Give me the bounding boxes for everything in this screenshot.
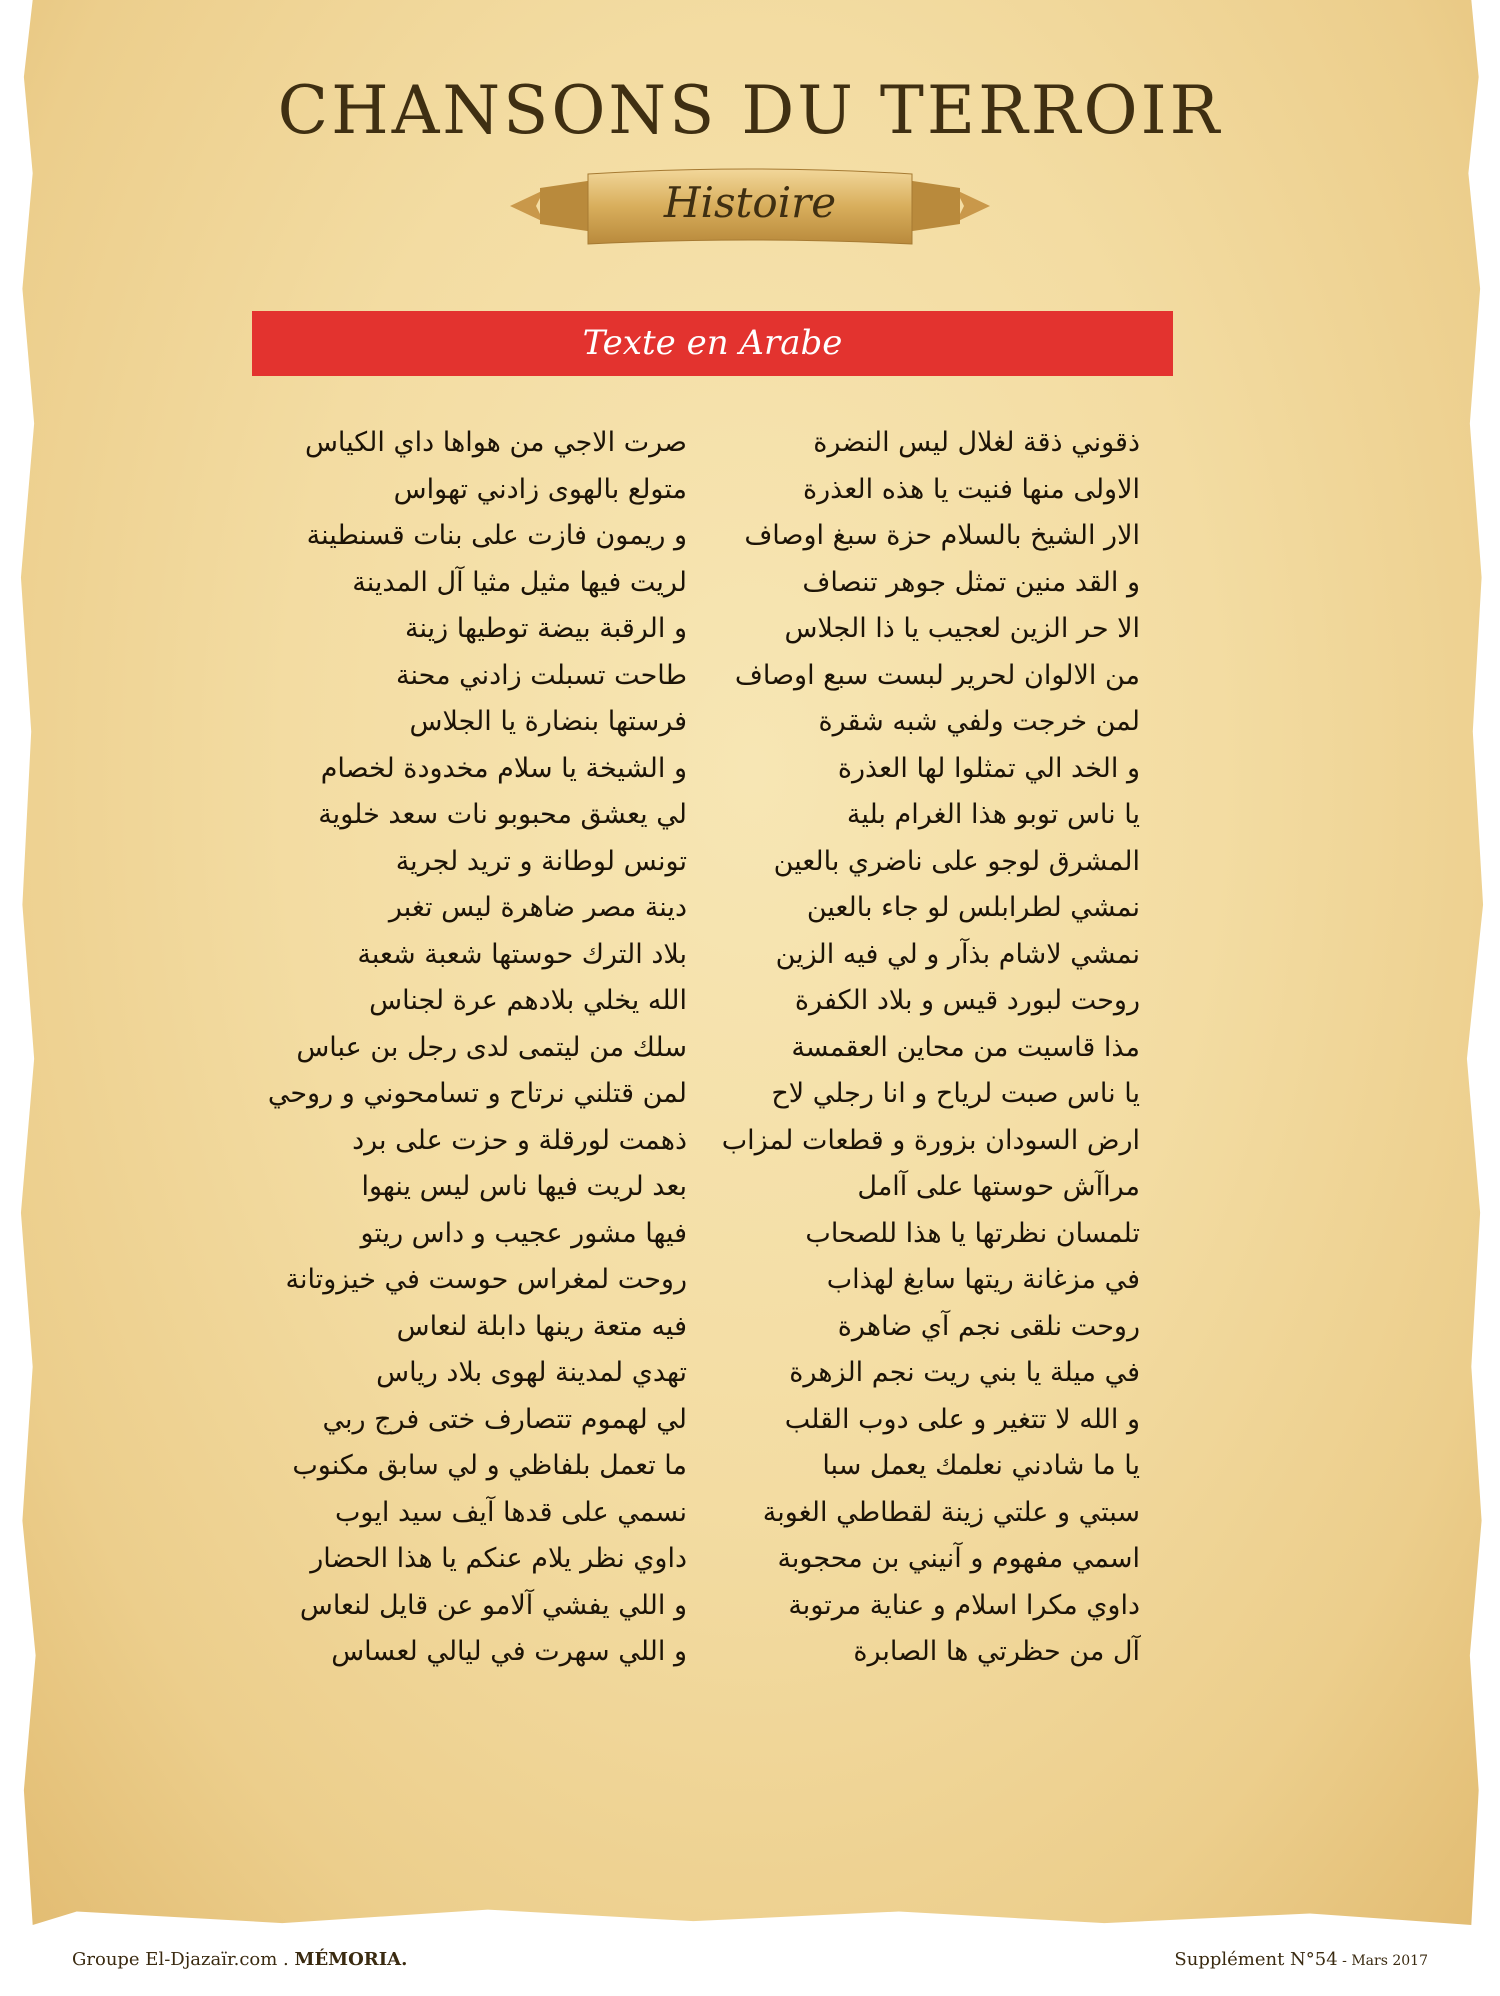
poem-line: الار الشيخ بالسلام حزة سبغ اوصاف xyxy=(744,520,1140,551)
poem-line: داوي نظر يلام عنكم يا هذا الحضار xyxy=(310,1543,687,1574)
poem-line: مراآش حوستها على آامل xyxy=(857,1171,1140,1202)
poem-line: و القد منين تمثل جوهر تنصاف xyxy=(802,566,1140,598)
footer-issue-date: - Mars 2017 xyxy=(1337,1953,1428,1969)
poem-line: الله يخلي بلادهم عرة لجناس xyxy=(369,985,687,1016)
footer-issue xyxy=(1174,1949,1428,1970)
poem-line: صرت الاجي من هواها داي الكياس xyxy=(304,427,687,458)
poem-line: الاولى منها فنيت يا هذه العذرة xyxy=(803,473,1140,505)
poem-line: و الله لا تتغير و على دوب القلب xyxy=(784,1403,1140,1435)
poem-line: متولع بالهوى زادني تهواس xyxy=(393,473,687,505)
poem-line: ما تعمل بلفاظي و لي سابق مكنوب xyxy=(292,1450,687,1481)
poem-line: لمن خرجت ولفي شبه شقرة xyxy=(818,706,1140,737)
ribbon-label: Histoire xyxy=(663,178,837,227)
footer-publisher-name: Groupe El-Djazaïr.com . xyxy=(72,1949,295,1970)
poem-line: تلمسان نظرتها يا هذا للصحاب xyxy=(805,1217,1140,1249)
poem-line: و اللي سهرت في ليالي لعساس xyxy=(331,1636,687,1667)
poem-right-column xyxy=(700,420,1140,1676)
poem-line: لي يعشق محبوبو نات سعد خلوية xyxy=(318,799,687,830)
poem-line: لمن قتلني نرتاح و تسامحوني و روحي xyxy=(267,1078,687,1109)
poem-line: بلاد الترك حوستها شعبة شعبة xyxy=(357,938,687,970)
poem-line: مذا قاسيت من محاين العقمسة xyxy=(791,1031,1140,1063)
poem-line: و الرقبة بيضة توطيها زينة xyxy=(404,613,687,644)
poem-line: المشرق لوجو على ناضري بالعين xyxy=(773,845,1140,877)
poem-line: ارض السودان بزورة و قطعات لمزاب xyxy=(721,1124,1140,1156)
poem-line: اسمي مفهوم و آنيني بن محجوبة xyxy=(777,1543,1140,1574)
poem-line: فيه متعة رينها دابلة لنعاس xyxy=(396,1310,687,1342)
poem-line: ذهمت لورقلة و حزت على برد xyxy=(352,1124,687,1156)
poem-line: لي لهموم تتصارف ختى فرج ربي xyxy=(322,1403,687,1435)
poem-line: و الشيخة يا سلام مخدودة لخصام xyxy=(320,752,687,784)
poem-line: آل من حظرتي ها الصابرة xyxy=(853,1636,1140,1667)
section-banner: Texte en Arabe xyxy=(252,311,1173,376)
poem-line: روحت لبورد قيس و بلاد الكفرة xyxy=(794,985,1140,1016)
poem-line: و اللي يفشي آلامو عن قايل لنعاس xyxy=(299,1589,687,1621)
poem-line: و ريمون فازت على بنات قسنطينة xyxy=(306,520,687,551)
poem-left-column xyxy=(250,420,687,1676)
poem-line: فيها مشور عجيب و داس ريتو xyxy=(360,1217,687,1249)
poem-line: نمشي لطرابلس لو جاء بالعين xyxy=(806,892,1140,923)
poem-line: الا حر الزين لعجيب يا ذا الجلاس xyxy=(784,613,1140,644)
poem-line: روحت نلقى نجم آي ضاهرة xyxy=(837,1310,1140,1342)
poem-line: طاحت تسبلت زادني محنة xyxy=(396,659,687,691)
footer-publisher xyxy=(72,1949,407,1970)
poem-line: روحت لمغراس حوست في خيزوتانة xyxy=(285,1264,687,1295)
poem-line: و الخد الي تمثلوا لها العذرة xyxy=(837,752,1140,784)
poem-line: تونس لوطانة و تريد لجرية xyxy=(395,845,687,877)
poem-line: تهدي لمدينة لهوى بلاد رياس xyxy=(376,1357,687,1388)
poem-line: لريت فيها مثيل مثيا آل المدينة xyxy=(352,566,687,598)
poem-line: من الالوان لحرير لبست سبع اوصاف xyxy=(734,659,1140,691)
poem-line: دينة مصر ضاهرة ليس تغبر xyxy=(388,892,687,923)
poem-line: يا ما شادني نعلمك يعمل سبا xyxy=(822,1450,1140,1481)
footer-issue-number: Supplément N°54 xyxy=(1174,1949,1338,1970)
poem-line: نسمي على قدها آيف سيد ايوب xyxy=(334,1496,687,1528)
poem-line: داوي مكرا اسلام و عناية مرتوبة xyxy=(788,1589,1140,1621)
poem-line: يا ناس صبت لرياح و انا رجلي لاح xyxy=(771,1078,1140,1109)
poem-line: في مزغانة ريتها سابغ لهذاب xyxy=(826,1264,1140,1295)
poem-line: بعد لريت فيها ناس ليس ينهوا xyxy=(361,1171,687,1202)
page-title: CHANSONS DU TERROIR xyxy=(277,72,1223,149)
poem-line: ذقوني ذقة لغلال ليس النضرة xyxy=(813,427,1140,458)
section-ribbon xyxy=(510,166,990,252)
poem-line: فرستها بنضارة يا الجلاس xyxy=(409,706,687,737)
poem-line: يا ناس توبو هذا الغرام بلية xyxy=(846,799,1140,830)
poem-line: سلك من ليتمى لدى رجل بن عباس xyxy=(296,1031,687,1063)
poem-line: في ميلة يا بني ريت نجم الزهرة xyxy=(789,1357,1140,1388)
footer-brand: MÉMORIA. xyxy=(294,1949,408,1970)
poem-line: سبتي و علتي زينة لقطاطي الغوبة xyxy=(762,1496,1140,1528)
poem-line: نمشي لاشام بذآر و لي فيه الزين xyxy=(775,938,1140,970)
